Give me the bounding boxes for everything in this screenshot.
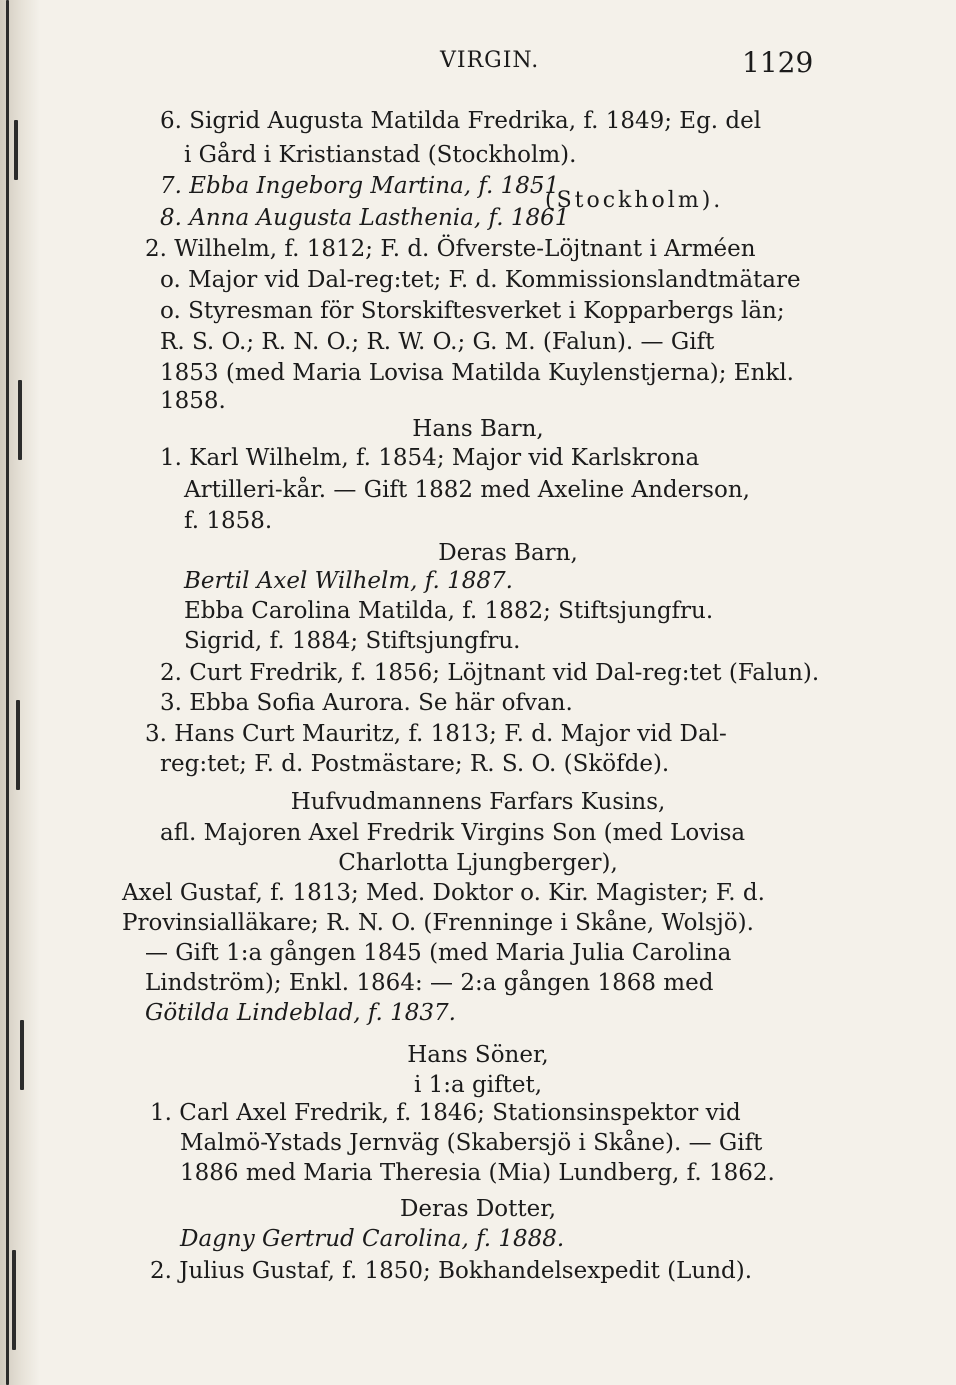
spine-mark xyxy=(16,700,20,790)
text-line: 7. Ebba Ingeborg Martina, f. 1851 xyxy=(160,173,560,199)
section-heading: Deras Barn, xyxy=(438,540,578,566)
text-line: Dagny Gertrud Carolina, f. 1888. xyxy=(180,1226,565,1252)
text-line: 1858. xyxy=(160,388,226,414)
text-line: — Gift 1:a gången 1845 (med Maria Julia Carolina xyxy=(145,940,732,966)
spine-mark xyxy=(14,120,18,180)
text-line: 1886 med Maria Theresia (Mia) Lundberg, f. 1862. xyxy=(180,1160,775,1186)
text-line: 1. Carl Axel Fredrik, f. 1846; Stationsinspektor vid xyxy=(150,1100,741,1126)
text-line-bracketed-place: (Stockholm). xyxy=(545,188,724,213)
text-line: 2. Julius Gustaf, f. 1850; Bokhandelsexpedit (Lund). xyxy=(150,1258,753,1284)
text-line: Artilleri-kår. — Gift 1882 med Axeline Anderson, xyxy=(184,477,750,503)
text-line: 2. Curt Fredrik, f. 1856; Löjtnant vid Dal-reg:tet (Falun). xyxy=(160,660,820,686)
section-heading: Hufvudmannens Farfars Kusins, xyxy=(290,789,666,815)
text-line: 2. Wilhelm, f. 1812; F. d. Öfverste-Löjtnant i Arméen xyxy=(145,236,756,262)
text-line: reg:tet; F. d. Postmästare; R. S. O. (Sköfde). xyxy=(160,751,670,777)
text-line: 8. Anna Augusta Lasthenia, f. 1861 xyxy=(160,205,570,231)
text-line: o. Styresman för Storskiftesverket i Kopparbergs län; xyxy=(160,298,785,324)
section-heading: Hans Barn, xyxy=(412,416,544,442)
running-title: VIRGIN. xyxy=(440,48,540,73)
text-line: Bertil Axel Wilhelm, f. 1887. xyxy=(184,568,513,594)
text-line: R. S. O.; R. N. O.; R. W. O.; G. M. (Falun). — Gift xyxy=(160,329,715,355)
section-heading: Deras Dotter, xyxy=(399,1196,557,1222)
spine-mark xyxy=(12,1250,16,1350)
section-heading: i 1:a giftet, xyxy=(413,1072,543,1098)
book-spine-edge xyxy=(0,0,40,1385)
text-line: 3. Ebba Sofia Aurora. Se här ofvan. xyxy=(160,690,573,716)
page-header xyxy=(0,46,956,80)
text-line: Provinsialläkare; R. N. O. (Frenninge i Skåne, Wolsjö). xyxy=(122,910,754,936)
text-line: 1853 (med Maria Lovisa Matilda Kuylenstjerna); Enkl. xyxy=(160,360,794,386)
section-heading: Hans Söner, xyxy=(407,1042,549,1068)
text-line: Lindström); Enkl. 1864: — 2:a gången 1868 med xyxy=(145,970,714,996)
text-line: 1. Karl Wilhelm, f. 1854; Major vid Karlskrona xyxy=(160,445,700,471)
text-line: Axel Gustaf, f. 1813; Med. Doktor o. Kir. Magister; F. d. xyxy=(122,880,765,906)
text-line: o. Major vid Dal-reg:tet; F. d. Kommissionslandtmätare xyxy=(160,267,801,293)
text-line: i Gård i Kristianstad (Stockholm). xyxy=(184,142,577,168)
text-line: Malmö-Ystads Jernväg (Skabersjö i Skåne). — Gift xyxy=(180,1130,763,1156)
text-line: afl. Majoren Axel Fredrik Virgins Son (med Lovisa xyxy=(160,820,746,846)
text-line: f. 1858. xyxy=(184,508,273,534)
text-line: 3. Hans Curt Mauritz, f. 1813; F. d. Major vid Dal- xyxy=(145,721,727,747)
text-line: 6. Sigrid Augusta Matilda Fredrika, f. 1849; Eg. del xyxy=(160,108,762,134)
page-number: 1129 xyxy=(742,46,814,79)
text-line: Charlotta Ljungberger), xyxy=(338,850,618,876)
text-line: Sigrid, f. 1884; Stiftsjungfru. xyxy=(184,628,521,654)
text-line: Götilda Lindeblad, f. 1837. xyxy=(145,1000,456,1026)
text-line: Ebba Carolina Matilda, f. 1882; Stiftsjungfru. xyxy=(184,598,714,624)
spine-shadow-line xyxy=(6,0,9,1385)
